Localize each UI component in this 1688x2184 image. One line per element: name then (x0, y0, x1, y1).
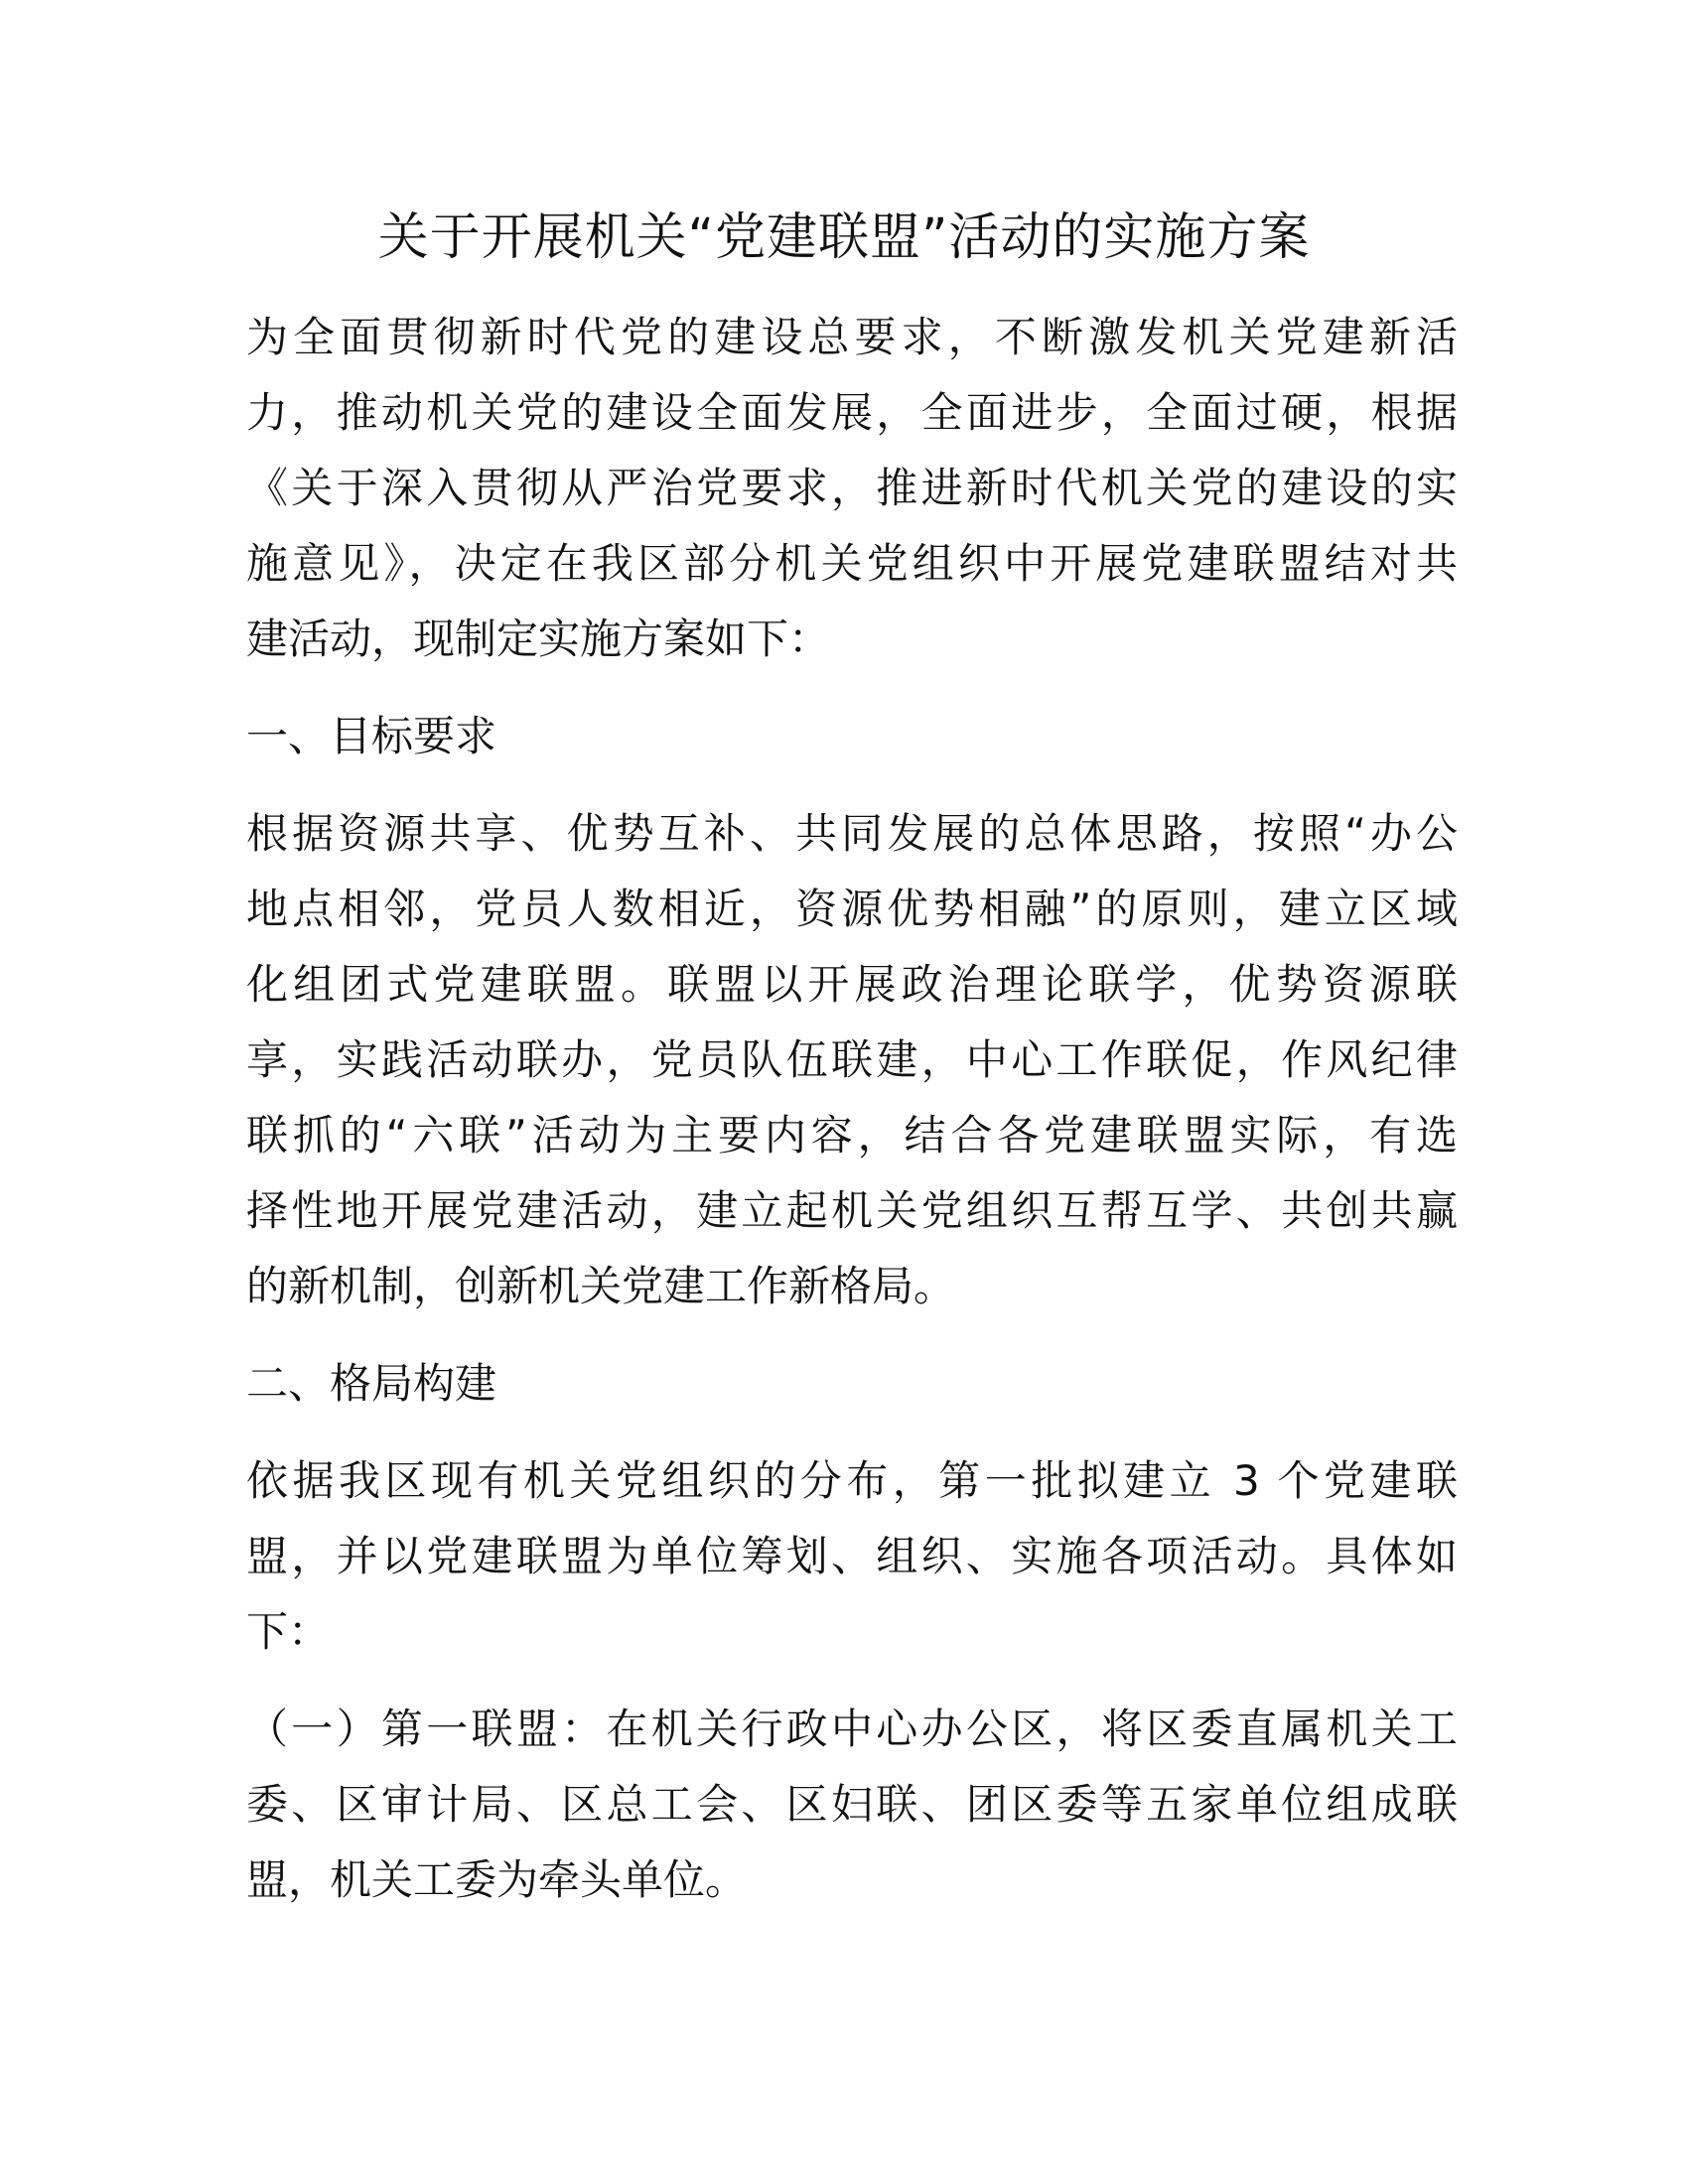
section-line: 化组团式党建联盟。联盟以开展政治理论联学，优势资源联 (246, 960, 1458, 1009)
document-title: 关于开展机关“党建联盟”活动的实施方案 (377, 208, 1311, 267)
section-line: 地点相邻，党员人数相近，资源优势相融”的原则，建立区域 (246, 885, 1458, 933)
intro-line: 力，推动机关党的建设全面发展，全面进步，全面过硬，根据 (246, 388, 1458, 437)
section-heading: 一、目标要求 (246, 712, 497, 760)
section-line: 择性地开展党建活动，建立起机关党组织互帮互学、共创共赢 (246, 1186, 1458, 1235)
section-line: 联抓的“六联”活动为主要内容，结合各党建联盟实际，有选 (246, 1111, 1458, 1160)
section-line: 依据我区现有机关党组织的分布，第一批拟建立 3 个党建联 (246, 1456, 1458, 1505)
section-line: 的新机制，创新机关党建工作新格局。 (246, 1262, 956, 1310)
intro-line: 为全面贯彻新时代党的建设总要求，不断激发机关党建新活 (246, 313, 1458, 361)
section-line: 下： (246, 1607, 331, 1656)
section-heading: 二、格局构建 (246, 1359, 497, 1408)
list-item-line: 盟，机关工委为牵头单位。 (246, 1855, 748, 1904)
section-line: 盟，并以党建联盟为单位筹划、组织、实施各项活动。具体如 (246, 1532, 1458, 1580)
intro-line: 建活动，现制定实施方案如下： (246, 614, 831, 663)
list-item-line: 委、区审计局、区总工会、区妇联、团区委等五家单位组成联 (246, 1780, 1458, 1829)
section-line: 根据资源共享、优势互补、共同发展的总体思路，按照“办公 (246, 809, 1458, 858)
section-line: 享，实践活动联办，党员队伍联建，中心工作联促，作风纪律 (246, 1035, 1458, 1084)
list-item-line: （一）第一联盟：在机关行政中心办公区，将区委直属机关工 (246, 1705, 1458, 1753)
intro-line: 施意见》，决定在我区部分机关党组织中开展党建联盟结对共 (246, 539, 1458, 588)
intro-line: 《关于深入贯彻从严治党要求，推进新时代机关党的建设的实 (246, 464, 1458, 512)
